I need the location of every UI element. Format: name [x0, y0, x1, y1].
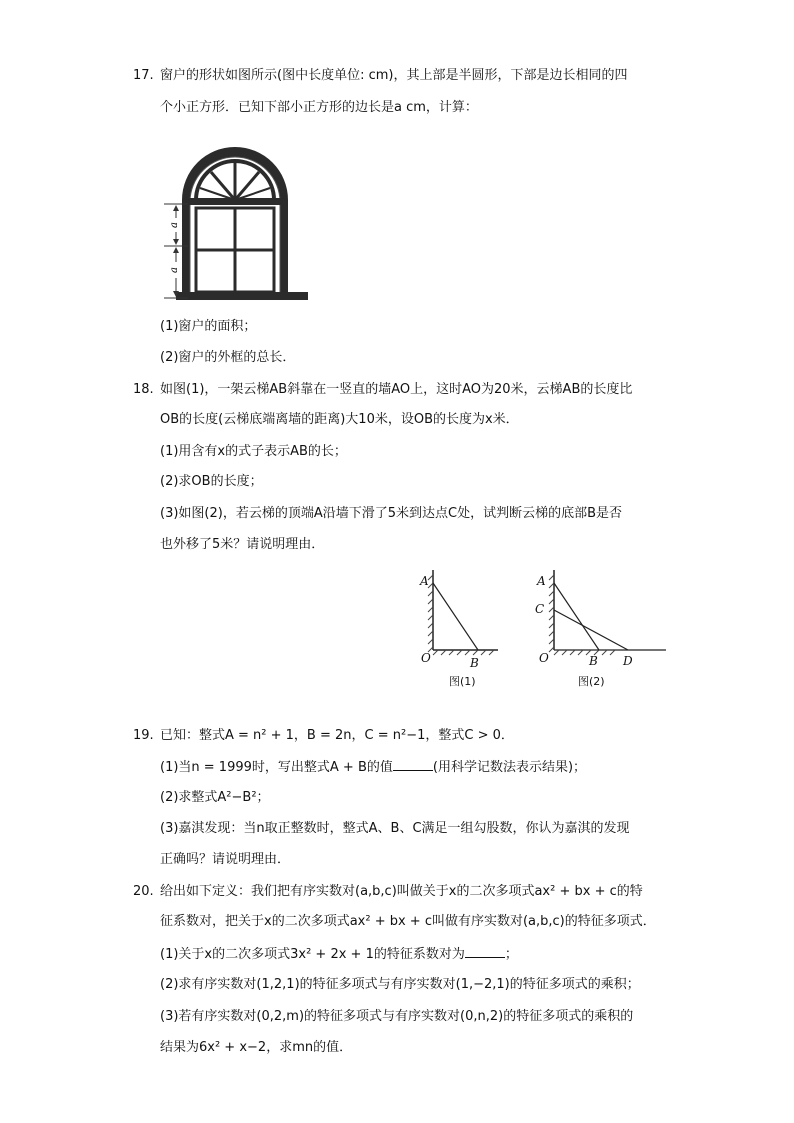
ladder-figure-2 — [533, 565, 673, 670]
answer-blank[interactable] — [393, 758, 433, 771]
q17-sub-1: (1)窗户的面积； — [160, 319, 257, 334]
answer-blank[interactable] — [465, 945, 505, 958]
q20-sub-1-text: (1)关于x的二次多项式3x² + 2x + 1的特征系数对为 — [160, 947, 465, 962]
question-19-number: 19. — [133, 728, 154, 743]
q20-sub-3: (3)若有序实数对(0,2,m)的特征多项式与有序实数对(0,n,2)的特征多项式的乘积的 — [160, 1009, 634, 1024]
label-C: C — [535, 602, 545, 616]
q20-sub-1-end: ； — [504, 947, 518, 962]
q20-sub-1 — [160, 945, 518, 964]
label-A: A — [420, 574, 429, 588]
label-D: D — [623, 654, 633, 668]
figure-2-caption: 图(2) — [578, 675, 605, 688]
question-20-number: 20. — [133, 884, 154, 899]
q18-sub-3-cont: 也外移了5米？请说明理由． — [160, 537, 325, 552]
q18-sub-3: (3)如图(2)，若云梯的顶端A沿墙下滑了5米到达点C处，试判断云梯的底部B是否 — [160, 506, 622, 521]
dimension-label-a: a — [169, 267, 180, 273]
q20-sub-3-cont: 结果为6x² + x−2，求mn的值． — [160, 1040, 353, 1055]
dimension-label-a: a — [169, 222, 180, 228]
window-figure — [160, 128, 310, 303]
label-O: O — [539, 651, 549, 665]
q19-sub-1-note: (用科学记数法表示结果)； — [432, 760, 587, 775]
q18-sub-2: (2)求OB的长度； — [160, 474, 263, 489]
q17-line-1: 窗户的形状如图所示(图中长度单位: cm)，其上部是半圆形，下部是边长相同的四 — [160, 68, 628, 83]
question-17-number: 17. — [133, 68, 154, 83]
q19-sub-1-text: (1)当n = 1999时，写出整式A + B的值 — [160, 760, 393, 775]
q20-sub-2: (2)求有序实数对(1,2,1)的特征多项式与有序实数对(1,−2,1)的特征多项式的乘积； — [160, 977, 640, 992]
question-18-number: 18. — [133, 382, 154, 397]
q20-line-1: 给出如下定义：我们把有序实数对(a,b,c)叫做关于x的二次多项式ax² + bx + c的特 — [160, 884, 643, 899]
q18-line-1: 如图(1)，一架云梯AB斜靠在一竖直的墙AO上，这时AO为20米，云梯AB的长度比 — [160, 382, 633, 397]
q19-sub-3-cont: 正确吗？请说明理由． — [160, 852, 291, 867]
q18-sub-1: (1)用含有x的式子表示AB的长； — [160, 444, 347, 459]
label-B: B — [589, 654, 598, 668]
label-A: A — [537, 574, 546, 588]
q19-line-1: 已知：整式A = n² + 1，B = 2n，C = n²−1，整式C > 0． — [160, 728, 514, 743]
label-B: B — [470, 656, 479, 670]
q18-line-2: OB的长度(云梯底端离墙的距离)大10米，设OB的长度为x米． — [160, 412, 519, 427]
q17-line-2: 个小正方形．已知下部小正方形的边长是a cm，计算： — [160, 100, 478, 115]
q20-line-2: 征系数对，把关于x的二次多项式ax² + bx + c叫做有序实数对(a,b,c)的特征多项式． — [160, 914, 656, 929]
label-O: O — [421, 651, 431, 665]
figure-1-caption: 图(1) — [449, 675, 476, 688]
q17-sub-2: (2)窗户的外框的总长． — [160, 350, 296, 365]
q19-sub-3: (3)嘉淇发现：当n取正整数时，整式A、B、C满足一组勾股数，你认为嘉淇的发现 — [160, 821, 630, 836]
q19-sub-2: (2)求整式A²−B²； — [160, 790, 270, 805]
q19-sub-1 — [160, 758, 586, 777]
